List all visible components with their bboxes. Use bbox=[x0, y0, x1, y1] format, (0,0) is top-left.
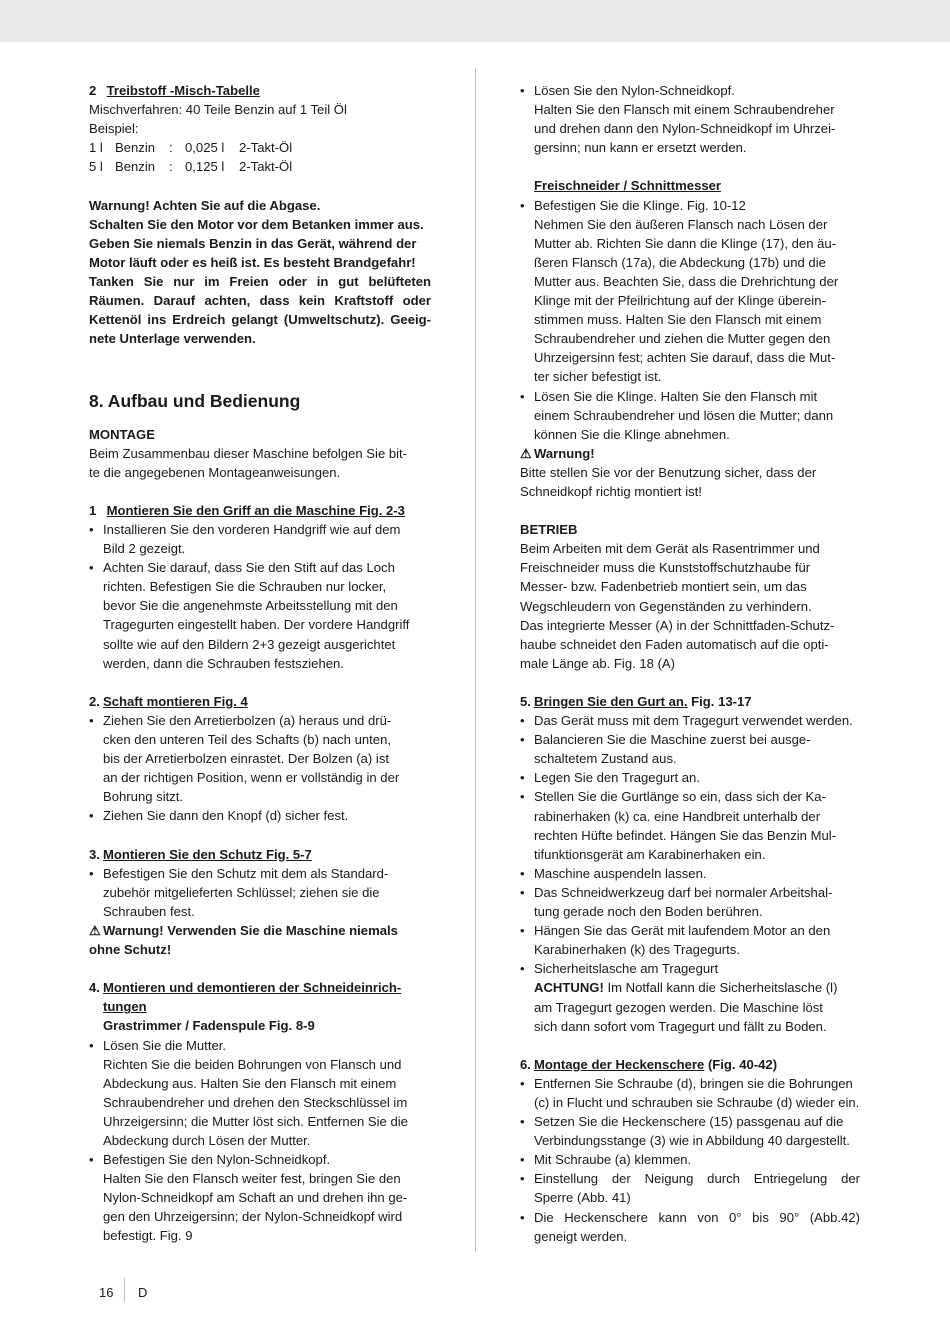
list-item: • Achten Sie darauf, dass Sie den Stift auf das Loch richten. Befestigen Sie die Schrauben nur locker, bevor Sie die angenehmste Arbeitsstellung mit den Tragegurten eingestellt haben. Der vordere Handgriff sollte wie auf den Bildern 2+3 gezeigt ausgerichtet werden, dann die Schrauben festsziehen. bbox=[89, 560, 410, 671]
list-item: • Legen Sie den Tragegurt an. bbox=[520, 770, 700, 786]
list-item: • Befestigen Sie den Nylon-Schneidkopf. Halten Sie den Flansch weiter fest, bringen Sie den Nylon-Schneidkopf am Schaft an und drehen ihn ge- gen den Uhrzeigersinn; der Nylon-Schneidkopf wird befestigt. Fig. 9 bbox=[89, 1152, 408, 1244]
operation-text: Beim Arbeiten mit dem Gerät als Rasentrimmer und Freischneider muss die Kunststoffschutzhaube für Messer- bzw. Fadenbetrieb montiert sein, um das Wegschleudern von Gegenständen zu verhindern. Das integrierte Messer (A) in der Schnittfaden-Schutz- haube schneidet den Faden automatisch auf die opti- male Länge ab. Fig. 18 (A) bbox=[520, 541, 835, 671]
list-item: • Mit Schraube (a) klemmen. bbox=[520, 1152, 692, 1168]
list-item: • Setzen Sie die Heckenschere (15) passgenau auf die Verbindungsstange (3) wie in Abbildung 40 dargestellt. bbox=[520, 1114, 850, 1149]
column-divider bbox=[475, 68, 476, 1252]
blade-warning-text: Schneidkopf richtig montiert ist! bbox=[520, 483, 702, 499]
list-item: • Stellen Sie die Gurtlänge so ein, dass sich der Ka- rabinerhaken (k) ca. eine Handbreit unterhalb der rechten Hüfte befindet. Hängen Sie das Benzin Mul- tifunktionsgerät am Karabinerhaken ein. bbox=[520, 789, 837, 862]
mix-row: 5 l Benzin : 0,125 l 2-Takt-Öl bbox=[89, 159, 293, 175]
section-title: 8. Aufbau und Bedienung bbox=[89, 390, 301, 411]
list-item: • Entfernen Sie Schraube (d), bringen sie die Bohrungen (c) in Flucht und schrauben sie Schraube (d) wieder ein. bbox=[520, 1075, 860, 1110]
list-item: • Ziehen Sie dann den Knopf (d) sicher fest. bbox=[89, 808, 349, 824]
fuel-warning: Warnung! Achten Sie auf die Abgase. Schalten Sie den Motor vor dem Betanken immer aus. Geben Sie niemals Benzin in das Gerät, während der Motor läuft oder es heiß ist. Es besteht Brandgefahr! Tanken Sie nur im Freien oder in gut belüfteten Räumen. Darauf achten, dass kein Kraftstoff oder Kettenöl ins Erdreich gelangt (Umweltschutz). Geeig- nete Unterlage verwenden. bbox=[89, 197, 431, 347]
footer-divider bbox=[124, 1278, 125, 1302]
list-item: • Balancieren Sie die Maschine zuerst bei ausge- schaltetem Zustand aus. bbox=[520, 732, 811, 767]
list-item: • Maschine auspendeln lassen. bbox=[520, 865, 707, 881]
list-item: • Lösen Sie den Nylon-Schneidkopf. Halten Sie den Flansch mit einem Schraubendreher und drehen dann den Nylon-Schneidkopf im Uhrzei- gersinn; nun kann er ersetzt werden. bbox=[520, 83, 836, 156]
list-item: • Ziehen Sie den Arretierbolzen (a) heraus und drü- cken den unteren Teil des Schafts (b) nach unten, bis der Arretierbolzen einrastet. Der Bolzen (a) ist an der richtigen Position, wenn er vollständig in der Bohrung sitzt. bbox=[89, 712, 400, 805]
operation-heading: BETRIEB bbox=[520, 522, 578, 538]
step-4-subheading: Grastrimmer / Fadenspule Fig. 8-9 bbox=[103, 1018, 315, 1034]
mix-table-heading: 2 Treibstoff -Misch-Tabelle bbox=[89, 83, 260, 98]
step-4-heading: 4. Montieren und demontieren der Schneideinrich- bbox=[89, 980, 402, 996]
step-6-heading: 6. Montage der Heckenschere (Fig. 40-42) bbox=[520, 1056, 778, 1072]
list-item: • Lösen Sie die Mutter. Richten Sie die beiden Bohrungen von Flansch und Abdeckung aus. Halten Sie den Flansch mit einem Schraubendreher und drehen den Steckschlüssel im Uhrzeigersinn; die Mutter löst sich. Entfernen Sie die Abdeckung durch Lösen der Mutter. bbox=[89, 1037, 408, 1148]
montage-text: Beim Zusammenbau dieser Maschine befolgen Sie bit- bbox=[89, 445, 408, 461]
list-item: • Befestigen Sie die Klinge. Fig. 10-12 Nehmen Sie den äußeren Flansch nach Lösen der Mutter ab. Richten Sie dann die Klinge (17), den äu- ßeren Flansch (17a), die Abdeckung (17b) und die Mutter aus. Beachten Sie, dass die Drehrichtung der Klinge mit der Pfeilrichtung auf der Klinge überein- stimmen muss. Halten Sie den Flansch mit einem Schraubendreher und ziehen die Mutter gegen den Uhrzeigersinn fest; achten Sie darauf, dass die Mut- ter sicher befestigt ist. bbox=[520, 197, 839, 385]
brushcutter-heading: Freischneider / Schnittmesser bbox=[534, 178, 722, 194]
blade-warning-text: Bitte stellen Sie vor der Benutzung sicher, dass der bbox=[520, 464, 817, 480]
guard-warning: ⚠ Warnung! Verwenden Sie die Maschine niemals ohne Schutz! bbox=[89, 922, 398, 958]
top-bar bbox=[0, 0, 950, 42]
right-column bbox=[520, 81, 860, 1246]
mix-method: Mischverfahren: 40 Teile Benzin auf 1 Teil Öl bbox=[89, 102, 347, 118]
list-item: • Das Gerät muss mit dem Tragegurt verwendet werden. bbox=[520, 713, 853, 729]
montage-text: te die angegebenen Montageanweisungen. bbox=[89, 464, 341, 480]
step-5-heading: 5. Bringen Sie den Gurt an. Fig. 13-17 bbox=[520, 694, 752, 709]
blade-warning-label: ⚠ Warnung! bbox=[520, 444, 860, 463]
language-code: D bbox=[138, 1285, 148, 1300]
list-item: • Das Schneidwerkzeug darf bei normaler Arbeitshal- tung gerade noch den Boden berühren. bbox=[520, 884, 833, 920]
warning-icon: ⚠ bbox=[89, 922, 101, 938]
mix-row: 1 l Benzin : 0,025 l 2-Takt-Öl bbox=[89, 140, 293, 156]
list-item: • Einstellung der Neigung durch Entriegelung der Sperre (Abb. 41) bbox=[520, 1171, 860, 1206]
list-item: • Die Heckenschere kann von 0° bis 90° (Abb.42) geneigt werden. bbox=[520, 1209, 860, 1244]
warning-icon: ⚠ bbox=[520, 445, 532, 461]
page-number: 16 bbox=[99, 1285, 114, 1300]
example-label: Beispiel: bbox=[89, 121, 139, 137]
list-item: • Befestigen Sie den Schutz mit dem als Standard- zubehör mitgelieferten Schlüssel; ziehen sie die Schrauben fest. bbox=[89, 865, 389, 919]
step-1-heading: 1 Montieren Sie den Griff an die Maschine Fig. 2-3 bbox=[89, 502, 405, 518]
list-item: • Lösen Sie die Klinge. Halten Sie den Flansch mit einem Schraubendreher und lösen die Mutter; dann können Sie die Klinge abnehmen. bbox=[520, 388, 834, 442]
montage-heading: MONTAGE bbox=[89, 426, 155, 442]
list-item: • Sicherheitslasche am Tragegurt ACHTUNG! Im Notfall kann die Sicherheitslasche (l) am Tragegurt gezogen werden. Die Maschine löst sich dann sofort vom Tragegurt und fällt zu Boden. bbox=[520, 961, 838, 1034]
list-item: • Installieren Sie den vorderen Handgriff wie auf dem Bild 2 gezeigt. bbox=[89, 521, 401, 557]
list-item: • Hängen Sie das Gerät mit laufendem Motor an den Karabinerhaken (k) des Tragegurts. bbox=[520, 923, 831, 958]
step-3-heading: 3. Montieren Sie den Schutz Fig. 5-7 bbox=[89, 846, 312, 862]
left-column: 2 Treibstoff -Misch-Tabelle Mischverfahren: 40 Teile Benzin auf 1 Teil Öl Beispiel: 1 l Benzin : 0,025 l 2-Takt-Öl 5 l Benzin : 0,125 l 2-Takt-Öl Warnung! Achten Sie auf die Abgase. Schalten Sie den Motor vor dem Betanken immer aus. Geben Sie niemals Benzin in das Gerät, während der Motor läuft oder es heiß ist. Es besteht Brandgefahr! Tanken Sie nur im Freien oder in gut belüfteten Räumen. Darauf achten, dass kein Kraftstoff oder Kettenöl ins Erdreich gelangt (Umweltschutz). Geeig- nete Unterlage verwenden. 8. Aufbau und Bedienung MONTAGE Beim Zusammenbau dieser Maschine befolgen Sie bit- te die angegebenen Montageanweisungen. 1 Montieren Sie den Griff an die Maschine Fig. 2-3 • Installieren Sie den vorderen Handgriff wie auf dem Bild 2 gezeigt. • Achten Sie darauf, dass Sie den Stift auf das Loch richten. Befestigen Sie die Schrauben nur locker, bevor Sie die angenehmste Arbeitsstellung mit den Tragegurten eingestellt haben. Der vordere Handgriff sollte wie auf den Bildern 2+3 gezeigt ausgerichtet werden, dann die Schrauben festsziehen. 2. Schaft montieren Fig. 4 • Ziehen Sie den Arretierbolzen (a) heraus und drü- cken den unteren Teil des Schafts (b) nach unten, bis der Arretierbolzen einrastet. Der Bolzen (a) ist an der richtigen Position, wenn er vollständig in der Bohrung sitzt. • Ziehen Sie dann den Knopf (d) sicher fest. 3. Montieren Sie den Schutz Fig. 5-7 • Befestigen Sie den Schutz mit dem als Standard- zubehör mitgelieferten Schlüssel; ziehen sie die Schrauben fest. ⚠ Warnung! Verwenden Sie die Maschine niemals ohne Schutz! 4. Montieren und demontieren der Schneideinrich- tungen Grastrimmer / Fadenspule Fig. 8-9 • Lösen Sie die Mutter. Richten Sie die beiden Bohrungen von Flansch und Abdeckung aus. Halten Sie den Flansch mit einem Schraubendreher und drehen den Steckschlüssel im Uhrzeigersinn; die Mutter löst sich. Entfernen Sie die Abdeckung durch Lösen der Mutter. • Befestigen Sie den Nylon-Schneidkopf. Halten Sie den Flansch weiter fest, bringen Sie den Nylon-Schneidkopf am Schaft an und drehen ihn ge- gen den Uhrzeigersinn; der Nylon-Schneidkopf wird befestigt. Fig. 9 bbox=[89, 81, 431, 1246]
step-2-heading: 2. Schaft montieren Fig. 4 bbox=[89, 693, 248, 709]
